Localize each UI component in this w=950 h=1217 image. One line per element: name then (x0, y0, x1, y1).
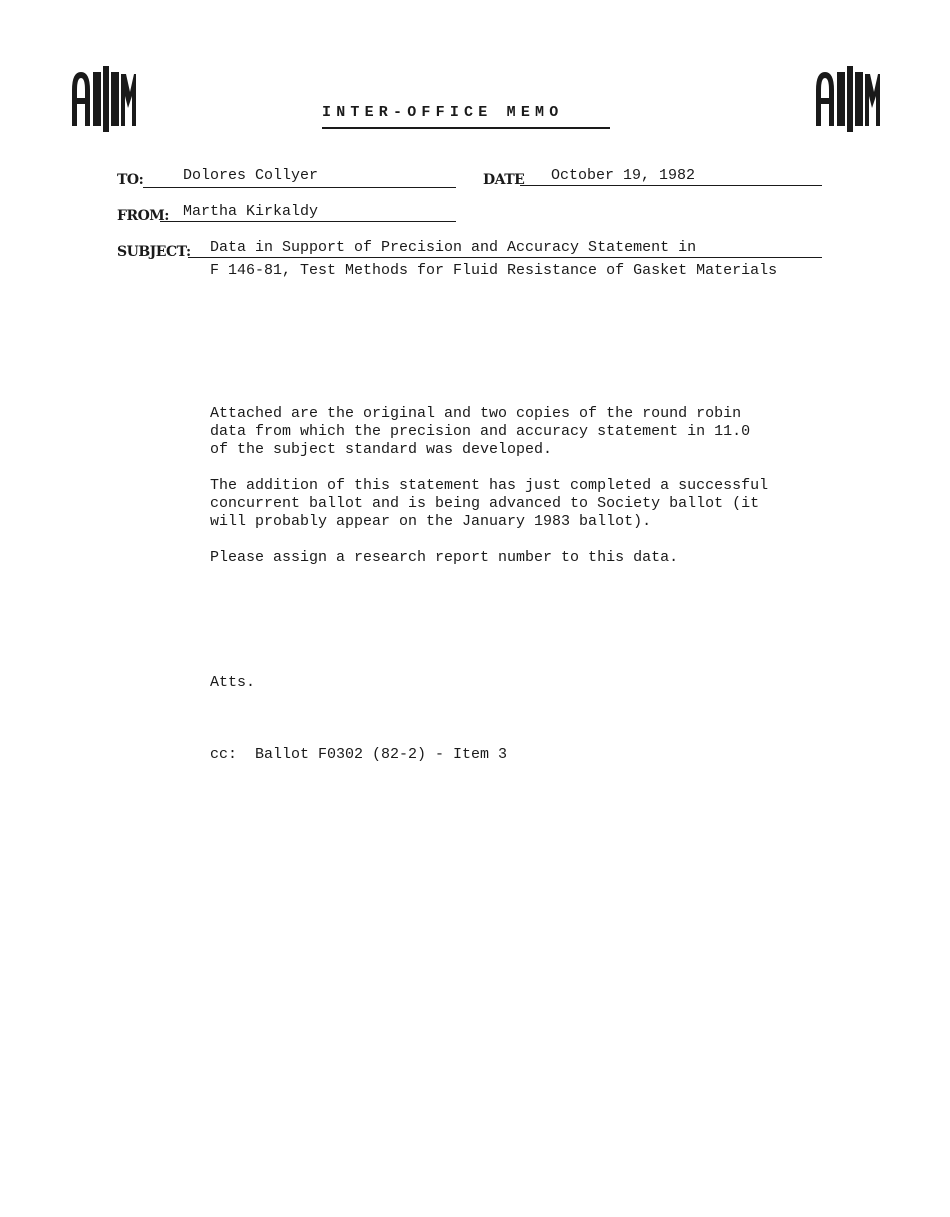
subject-label: SUBJECT: (117, 244, 191, 260)
memo-title: INTER-OFFICE MEMO (322, 104, 610, 129)
to-label: TO: (117, 172, 144, 188)
subject-line-1: Data in Support of Precision and Accuracy Statement in (210, 239, 697, 256)
to-underline (143, 187, 456, 188)
from-value: Martha Kirkaldy (183, 203, 319, 220)
date-value: October 19, 1982 (551, 167, 696, 184)
attachments-note: Atts. (210, 674, 256, 691)
date-underline (520, 185, 822, 186)
to-value: Dolores Collyer (183, 167, 319, 184)
subject-underline (188, 257, 822, 258)
body-paragraph-3: Please assign a research report number to this data. (210, 549, 679, 566)
astm-logo-icon (70, 66, 136, 132)
subject-line-2: F 146-81, Test Methods for Fluid Resistance of Gasket Materials (210, 262, 778, 279)
body-paragraph-1: Attached are the original and two copies of the round robin data from which the precision and accuracy statement in 11.0 of the subject standard was developed. (210, 405, 751, 458)
from-label: FROM: (117, 208, 169, 224)
astm-logo-icon (814, 66, 880, 132)
date-label: DATE (483, 172, 525, 188)
cc-line: cc: Ballot F0302 (82-2) - Item 3 (210, 746, 508, 763)
from-underline (160, 221, 456, 222)
body-paragraph-2: The addition of this statement has just completed a successful concurrent ballot and is being advanced to Society ballot (it will probably appear on the January 1983 ballot). (210, 477, 769, 530)
